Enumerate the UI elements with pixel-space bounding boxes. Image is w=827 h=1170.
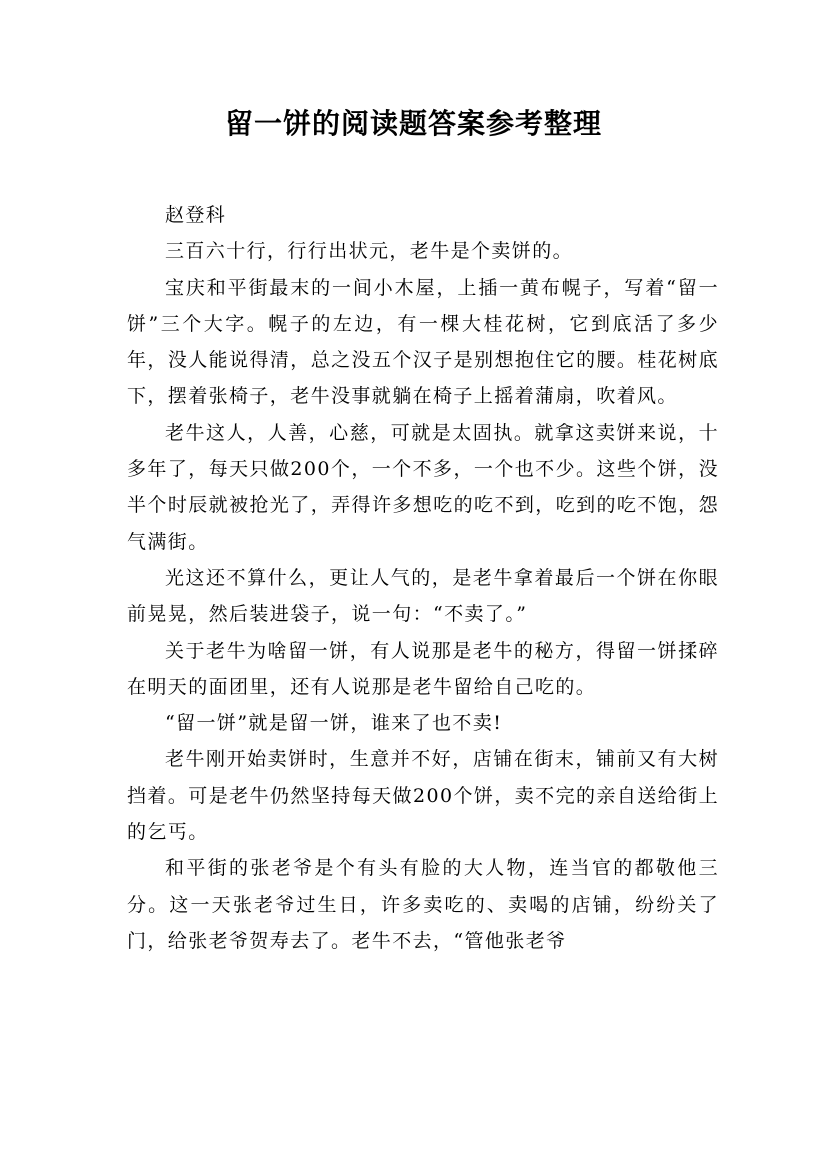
author-line: 赵登科: [165, 204, 227, 226]
paragraph-7: 老牛刚开始卖饼时，生意并不好，店铺在街末，铺前又有大树挡着。可是老牛仍然坚持每天做200个饼，卖不完的亲自送给街上的乞丐。: [127, 748, 719, 844]
article-body: [127, 197, 719, 959]
paragraph-3: 老牛这人，人善，心慈，可就是太固执。就拿这卖饼来说，十多年了，每天只做200个，一个不多，一个也不少。这些个饼，没半个时辰就被抢光了，弄得许多想吃的吃不到，吃到的吃不饱，怨气满街。: [127, 421, 719, 553]
paragraph-8: 和平街的张老爷是个有头有脸的大人物，连当官的都敬他三分。这一天张老爷过生日，许多卖吃的、卖喝的店铺，纷纷关了门，给张老爷贺寿去了。老牛不去，“管他张老爷: [127, 857, 719, 952]
paragraph-5: 关于老牛为啥留一饼，有人说那是老牛的秘方，得留一饼揉碎在明天的面团里，还有人说那是老牛留给自己吃的。: [127, 639, 719, 698]
paragraph-2: 宝庆和平街最末的一间小木屋，上插一黄布幌子，写着“留一饼”三个大字。幌子的左边，有一棵大桂花树，它到底活了多少年，没人能说得清，总之没五个汉子是别想抱住它的腰。桂花树底下，摆着张椅子，老牛没事就躺在椅子上摇着蒲扇，吹着风。: [127, 276, 719, 408]
paragraph-4: 光这还不算什么，更让人气的，是老牛拿着最后一个饼在你眼前晃晃，然后装进袋子，说一句：“不卖了。”: [127, 566, 719, 626]
paragraph-1: 三百六十行，行行出状元，老牛是个卖饼的。: [165, 240, 574, 263]
document-title: 留一饼的阅读题答案参考整理: [224, 107, 602, 140]
paragraph-6: “留一饼”就是留一饼，谁来了也不卖!: [165, 712, 503, 735]
